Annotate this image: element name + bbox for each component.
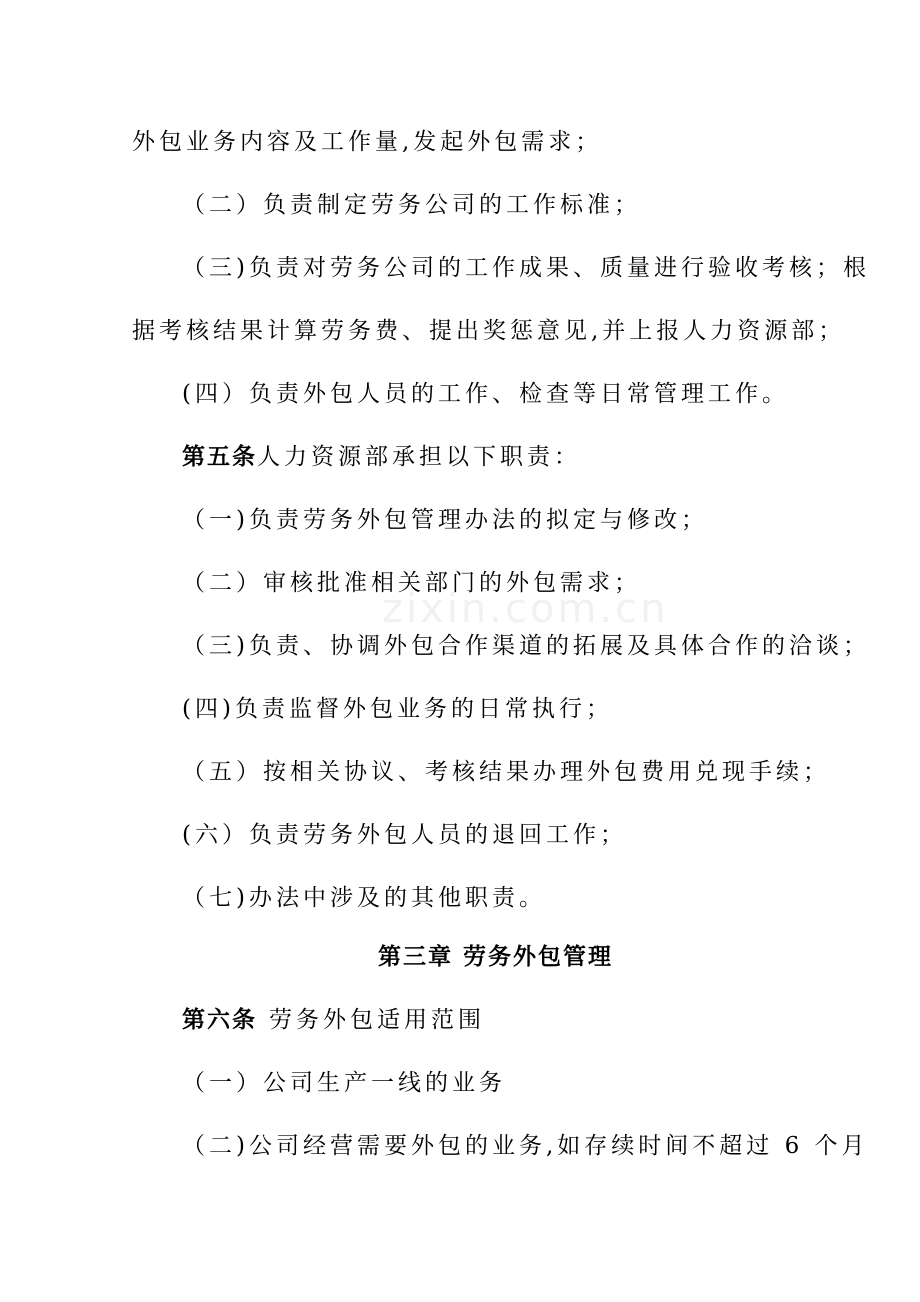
article-6-heading — [182, 1005, 485, 1035]
paragraph-line: （五）按相关协议、考核结果办理外包费用兑现手续； — [182, 759, 830, 785]
paragraph-line: （二）审核批准相关部门的外包需求； — [182, 570, 641, 596]
paragraph-line: 据考核结果计算劳务费、提出奖惩意见,并上报人力资源部； — [132, 318, 846, 344]
paragraph-line: （二)公司经营需要外包的业务,如存续时间不超过 6 个月 — [182, 1133, 869, 1159]
paragraph-line: (六）负责劳务外包人员的退回工作； — [182, 822, 627, 848]
watermark: zixin.com.cn — [382, 586, 669, 632]
paragraph-line: (四）负责外包人员的工作、检查等日常管理工作。 — [182, 381, 789, 407]
article-5-label: 第五条 — [182, 444, 257, 470]
paragraph-line: （二）负责制定劳务公司的工作标准； — [182, 192, 641, 218]
paragraph-line: 外包业务内容及工作量,发起外包需求； — [132, 129, 603, 155]
chapter-title: 第三章 劳务外包管理 — [378, 944, 614, 970]
paragraph-line: （七)办法中涉及的其他职责。 — [182, 885, 546, 911]
article-5-text: 人力资源部承担以下职责： — [257, 444, 581, 470]
paragraph-line: （三)负责对劳务公司的工作成果、质量进行验收考核；根 — [182, 255, 870, 281]
paragraph-line: （一)负责劳务外包管理办法的拟定与修改； — [182, 507, 708, 533]
article-5-heading — [182, 442, 581, 472]
article-6-text: 劳务外包适用范围 — [269, 1007, 485, 1033]
paragraph-line: (四)负责监督外包业务的日常执行； — [182, 696, 613, 722]
article-6-label: 第六条 — [182, 1007, 257, 1033]
paragraph-line: （一）公司生产一线的业务 — [182, 1070, 506, 1096]
paragraph-line: （三)负责、协调外包合作渠道的拓展及具体合作的洽谈； — [182, 633, 870, 659]
